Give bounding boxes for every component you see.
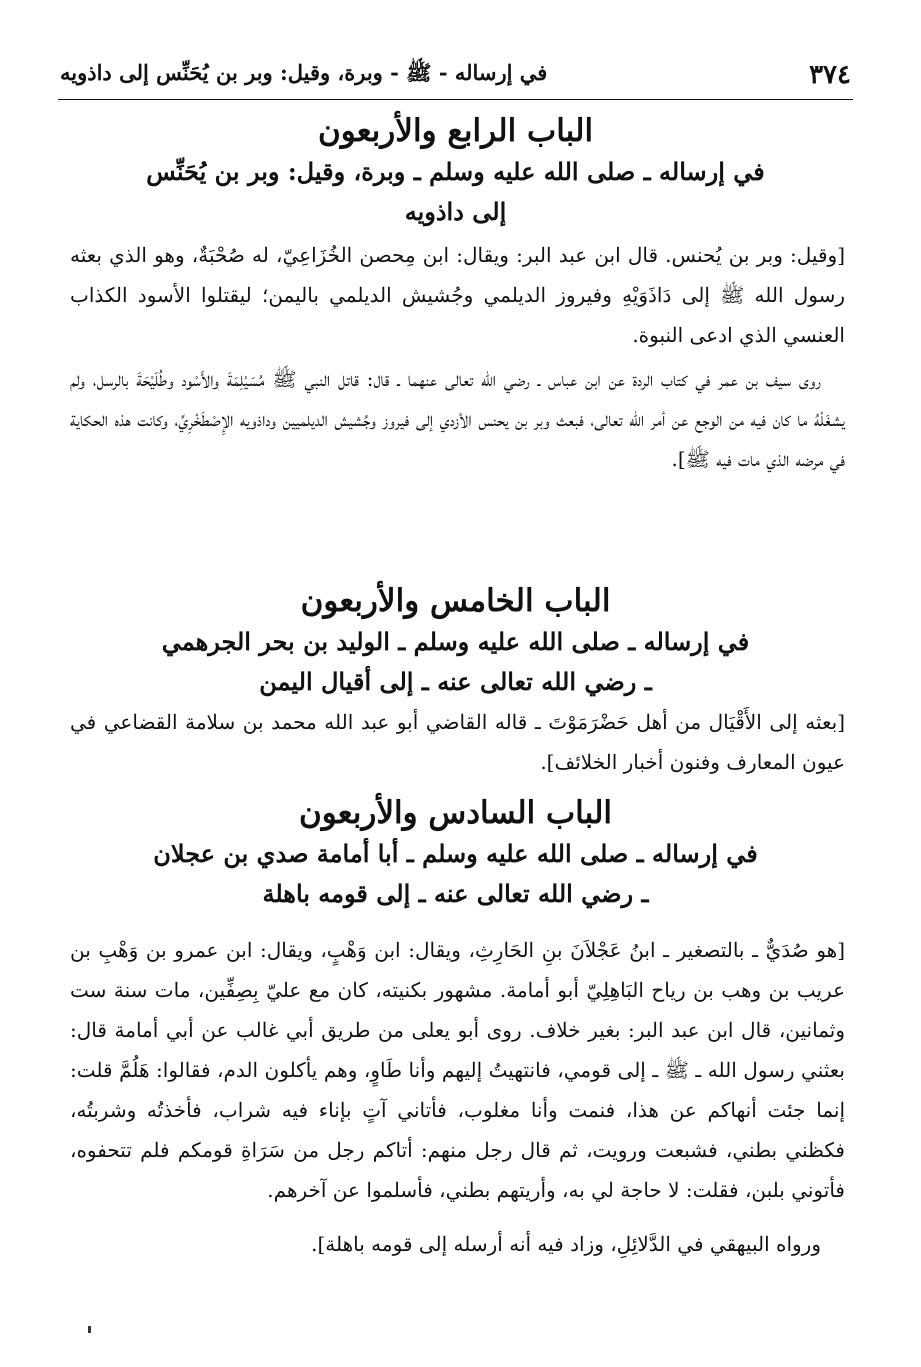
header-rule: [58, 99, 853, 100]
chapter-45-heading: [68, 580, 843, 702]
chapter-subtitle: في إرساله ـ صلى الله عليه وسلم ـ الوليد بن بحر الجرهمي: [161, 627, 750, 656]
chapter-subtitle: في إرساله ـ صلى الله عليه وسلم ـ وبرة، وقيل: وبر بن يُحَنِّس: [146, 157, 765, 186]
chapter-title: الباب الخامس والأربعون: [300, 583, 611, 619]
body-paragraph: [هو صُدَيٌّ ـ بالتصغير ـ ابنُ عَجْلاَنَ بنِ الحَارِثِ، ويقال: ابن وَهْبٍ، ويقال: ابن عمرو بن وَهْبِ بن عريب بن وهب بن رياح البَاهِلِيّ أبو أمامة. مشهور بكنيته، كان مع عليّ بِصِفِّين، مات سنة ست وثمانين، قال ابن عبد البر: بغير خلاف. روى أبو يعلى من طريق أبي غالب عن أبي أمامة قال: بعثني رسول الله ـ ﷺ ـ إلى قومي، فانتهيتُ إليهم وأنا طَاوٍ، وهم يأكلون الدم، فقالوا: هَلُمَّ قلت: إنما جئت أنهاكم عن هذا، فنمت وأنا مغلوب، فأتاني آتٍ بإناء فيه شراب، فأخذتُه وشربتُه، فكظني بطني، فشبعت ورويت، ثم قال رجل منهم: أتاكم رجل من سَرَاةِ قومكم فلم تتحفوه، فأتوني بلبن، فقلت: لا حاجة لي به، وأريتهم بطني، فأسلموا عن آخرهم.: [70, 938, 845, 1202]
body-paragraph: ورواه البيهقي في الدَّلائِلِ، وزاد فيه أنه أرسله إلى قومه باهلة].: [311, 1232, 821, 1256]
body-paragraph: [بعثه إلى الأَقْيَال من أهل حَضْرَمَوْتَ ـ قاله القاضي أبو عبد الله محمد بن سلامة القضاعي في عيون المعارف وفنون أخبار الخلائف].: [70, 710, 845, 774]
chapter-subtitle: ـ رضي الله تعالى عنه ـ إلى أقيال اليمن: [259, 667, 652, 696]
chapter-44-body: [70, 235, 845, 479]
body-paragraph: [وقيل: وبر بن يُحنس. قال ابن عبد البر: ويقال: ابن مِحصن الخُزَاعِيّ، له صُحْبَةٌ، وهو الذي بعثه رسول الله ﷺ إلى دَاذَوَيْهِ وفيروز الديلمي وجُشيش الديلمي باليمن؛ ليقتلوا الأسود الكذاب العنسي الذي ادعى النبوة.: [70, 243, 845, 347]
running-title: في إرساله - ﷺ - وبرة، وقيل: وبر بن يُحَنِّس إلى داذويه: [60, 59, 548, 85]
page-number: ٣٧٤: [809, 60, 851, 90]
chapter-subtitle: ـ رضي الله تعالى عنه ـ إلى قومه باهلة: [262, 879, 649, 908]
chapter-title: الباب الرابع والأربعون: [317, 113, 594, 149]
chapter-subtitle: في إرساله ـ صلى الله عليه وسلم ـ أبا أمامة صدي بن عجلان: [153, 839, 758, 868]
chapter-45-body: [70, 702, 845, 782]
chapter-46-body: [70, 930, 845, 1264]
chapter-title: الباب السادس والأربعون: [298, 795, 613, 831]
chapter-44-heading: [68, 110, 843, 232]
body-paragraph: روى سيف بن عمر في كتاب الردة عن ابن عباس ـ رضي الله تعالى عنهما ـ قال: قاتل النبي ﷺ مُسَيْلِمَةَ والأَسْود وطُلَيْحَةَ بالرسل، ولم يشغَلْهُ ما كان فيه من الوجع عن أمر الله تعالى، فبعث وبر بن يحنس الأزدي إلى فيروز وجُشيش الديلميين وداذويه الإِصْطَخْرِيِّ، وكانت هذه الحكاية في مرضه الذي مات فيه ﷺ].: [70, 367, 845, 471]
chapter-subtitle: إلى داذويه: [404, 197, 507, 226]
page-header: [60, 52, 851, 98]
page-mark: [88, 1326, 91, 1333]
chapter-46-heading: [68, 792, 843, 914]
